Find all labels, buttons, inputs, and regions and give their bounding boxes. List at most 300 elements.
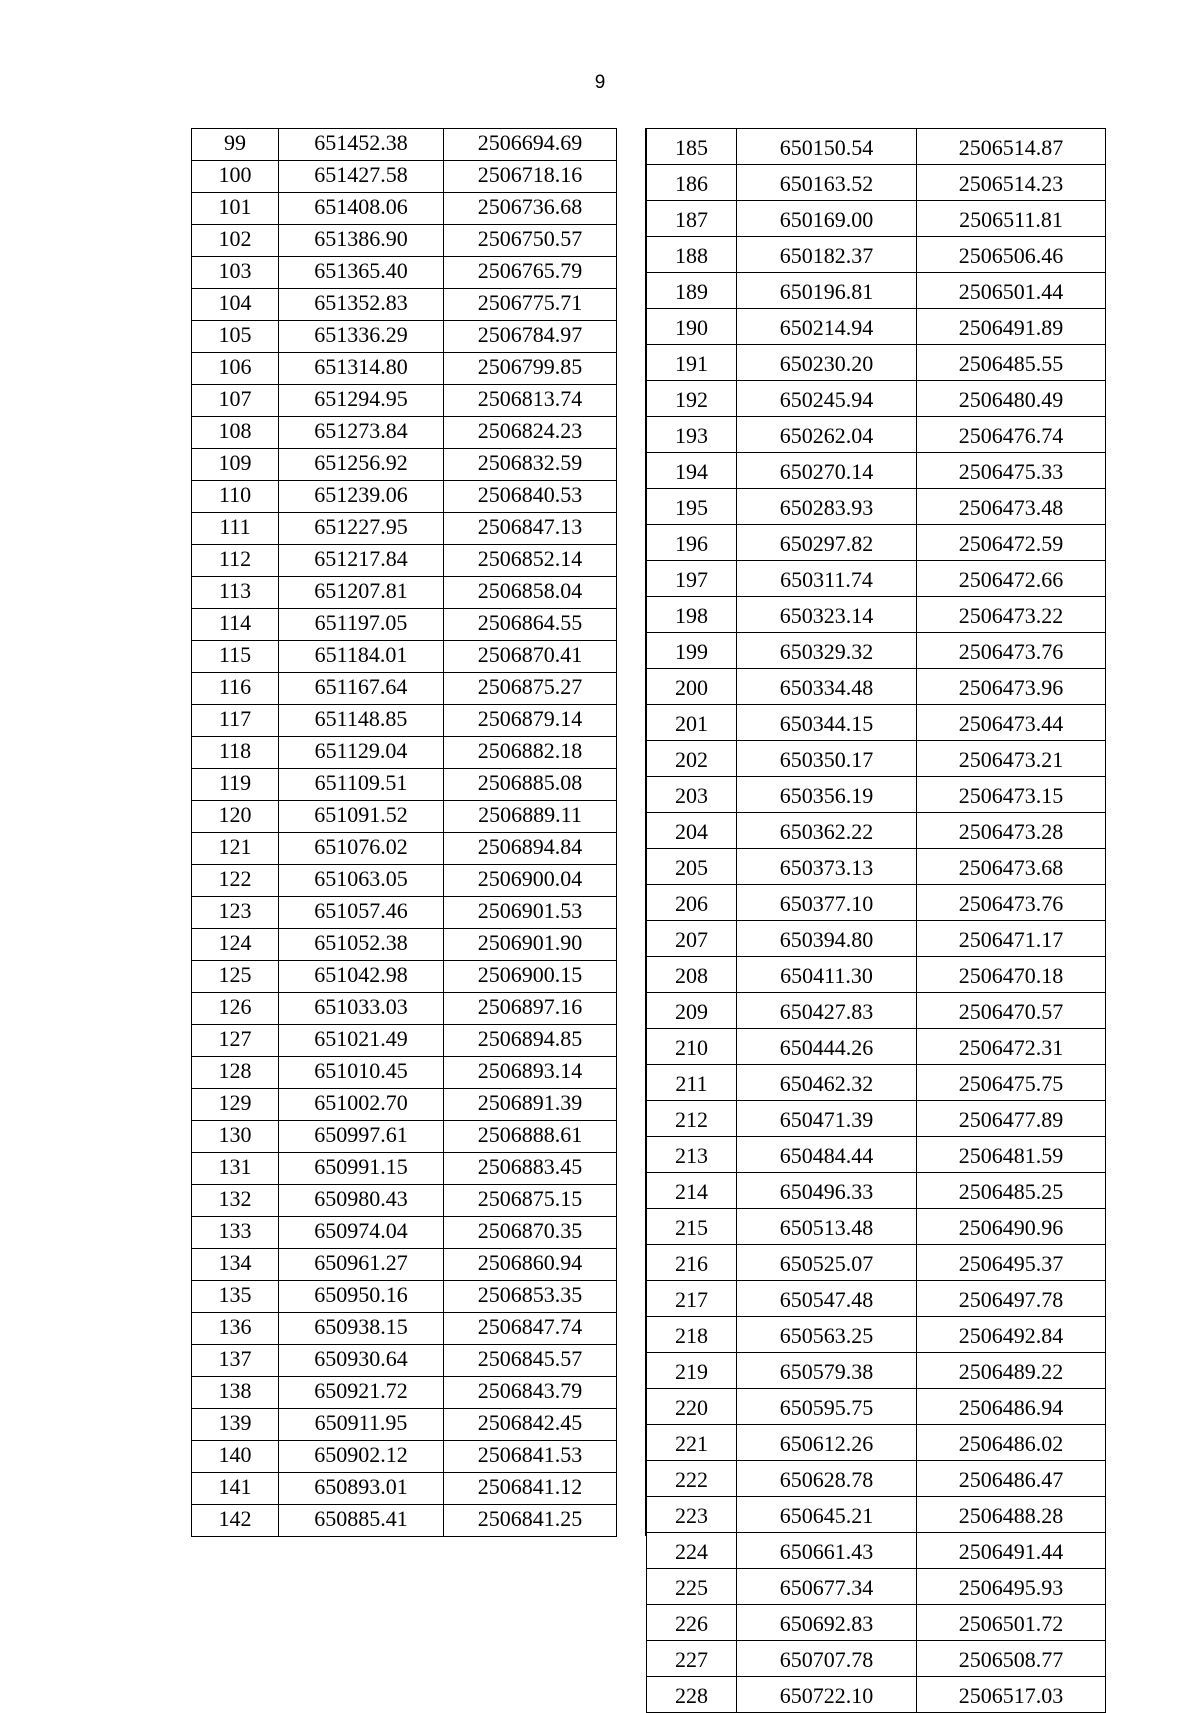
x-coordinate-cell: 650722.10 <box>737 1677 917 1713</box>
x-coordinate-cell: 650595.75 <box>737 1389 917 1425</box>
gap-cell <box>617 1152 646 1184</box>
x-coordinate-cell: 651184.01 <box>279 641 444 673</box>
x-coordinate-cell: 651002.70 <box>279 1089 444 1121</box>
x-coordinate-cell: 650911.95 <box>279 1409 444 1441</box>
table-row <box>192 1025 617 1057</box>
point-number-cell: 126 <box>192 993 279 1025</box>
y-coordinate-cell: 2506901.53 <box>444 897 617 929</box>
gap-cell <box>617 864 646 896</box>
gap-row <box>617 1472 646 1504</box>
point-number-cell: 119 <box>192 769 279 801</box>
table-row <box>647 1353 1106 1389</box>
table-row <box>647 669 1106 705</box>
x-coordinate-cell: 650707.78 <box>737 1641 917 1677</box>
y-coordinate-cell: 2506888.61 <box>444 1121 617 1153</box>
left-table-body <box>192 129 617 1537</box>
point-number-cell: 222 <box>647 1461 737 1497</box>
gap-row <box>617 256 646 288</box>
y-coordinate-cell: 2506488.28 <box>917 1497 1106 1533</box>
y-coordinate-cell: 2506514.87 <box>917 129 1106 165</box>
x-coordinate-cell: 650921.72 <box>279 1377 444 1409</box>
x-coordinate-cell: 650297.82 <box>737 525 917 561</box>
y-coordinate-cell: 2506860.94 <box>444 1249 617 1281</box>
table-row <box>647 741 1106 777</box>
table-row <box>647 705 1106 741</box>
y-coordinate-cell: 2506845.57 <box>444 1345 617 1377</box>
point-number-cell: 108 <box>192 417 279 449</box>
table-row <box>192 1249 617 1281</box>
y-coordinate-cell: 2506894.85 <box>444 1025 617 1057</box>
table-row <box>192 1121 617 1153</box>
gap-row <box>617 1280 646 1312</box>
table-row <box>647 273 1106 309</box>
point-number-cell: 107 <box>192 385 279 417</box>
x-coordinate-cell: 651197.05 <box>279 609 444 641</box>
y-coordinate-cell: 2506486.94 <box>917 1389 1106 1425</box>
point-number-cell: 103 <box>192 257 279 289</box>
table-row <box>192 1089 617 1121</box>
x-coordinate-cell: 651057.46 <box>279 897 444 929</box>
table-row <box>192 1281 617 1313</box>
x-coordinate-cell: 651336.29 <box>279 321 444 353</box>
y-coordinate-cell: 2506501.72 <box>917 1605 1106 1641</box>
y-coordinate-cell: 2506900.04 <box>444 865 617 897</box>
table-row <box>192 385 617 417</box>
point-number-cell: 218 <box>647 1317 737 1353</box>
x-coordinate-cell: 650394.80 <box>737 921 917 957</box>
table-row <box>192 705 617 737</box>
table-row <box>192 1153 617 1185</box>
gap-cell <box>617 352 646 384</box>
y-coordinate-cell: 2506475.75 <box>917 1065 1106 1101</box>
table-row <box>647 921 1106 957</box>
y-coordinate-cell: 2506506.46 <box>917 237 1106 273</box>
y-coordinate-cell: 2506870.35 <box>444 1217 617 1249</box>
gap-row <box>617 224 646 256</box>
table-row <box>192 961 617 993</box>
x-coordinate-cell: 651256.92 <box>279 449 444 481</box>
point-number-cell: 197 <box>647 561 737 597</box>
gap-row <box>617 896 646 928</box>
gap-body <box>617 128 646 1536</box>
y-coordinate-cell: 2506473.76 <box>917 885 1106 921</box>
table-row <box>647 1569 1106 1605</box>
gap-row <box>617 480 646 512</box>
x-coordinate-cell: 650950.16 <box>279 1281 444 1313</box>
y-coordinate-cell: 2506473.76 <box>917 633 1106 669</box>
x-coordinate-cell: 650692.83 <box>737 1605 917 1641</box>
y-coordinate-cell: 2506473.22 <box>917 597 1106 633</box>
table-row <box>647 633 1106 669</box>
table-row <box>192 1217 617 1249</box>
y-coordinate-cell: 2506486.47 <box>917 1461 1106 1497</box>
gap-row <box>617 1344 646 1376</box>
point-number-cell: 124 <box>192 929 279 961</box>
page-number: 9 <box>594 72 606 93</box>
point-number-cell: 128 <box>192 1057 279 1089</box>
gap-cell <box>617 1184 646 1216</box>
table-row <box>647 1029 1106 1065</box>
table-row <box>647 489 1106 525</box>
gap-row <box>617 768 646 800</box>
table-row <box>647 1425 1106 1461</box>
point-number-cell: 220 <box>647 1389 737 1425</box>
x-coordinate-cell: 650150.54 <box>737 129 917 165</box>
point-number-cell: 111 <box>192 513 279 545</box>
y-coordinate-cell: 2506900.15 <box>444 961 617 993</box>
y-coordinate-cell: 2506840.53 <box>444 481 617 513</box>
point-number-cell: 186 <box>647 165 737 201</box>
point-number-cell: 101 <box>192 193 279 225</box>
y-coordinate-cell: 2506853.35 <box>444 1281 617 1313</box>
point-number-cell: 214 <box>647 1173 737 1209</box>
x-coordinate-cell: 650496.33 <box>737 1173 917 1209</box>
gap-row <box>617 1216 646 1248</box>
x-coordinate-cell: 651129.04 <box>279 737 444 769</box>
table-row <box>192 769 617 801</box>
table-row <box>192 1441 617 1473</box>
point-number-cell: 113 <box>192 577 279 609</box>
y-coordinate-cell: 2506843.79 <box>444 1377 617 1409</box>
point-number-cell: 195 <box>647 489 737 525</box>
x-coordinate-cell: 651452.38 <box>279 129 444 161</box>
point-number-cell: 114 <box>192 609 279 641</box>
table-row <box>647 237 1106 273</box>
point-number-cell: 104 <box>192 289 279 321</box>
gap-cell <box>617 992 646 1024</box>
x-coordinate-cell: 650323.14 <box>737 597 917 633</box>
gap-cell <box>617 960 646 992</box>
y-coordinate-cell: 2506841.53 <box>444 1441 617 1473</box>
point-number-cell: 211 <box>647 1065 737 1101</box>
table-row <box>192 929 617 961</box>
table-row <box>647 1209 1106 1245</box>
gap-cell <box>617 896 646 928</box>
y-coordinate-cell: 2506736.68 <box>444 193 617 225</box>
y-coordinate-cell: 2506472.66 <box>917 561 1106 597</box>
point-number-cell: 140 <box>192 1441 279 1473</box>
y-coordinate-cell: 2506832.59 <box>444 449 617 481</box>
table-row <box>647 1317 1106 1353</box>
point-number-cell: 205 <box>647 849 737 885</box>
gap-row <box>617 1184 646 1216</box>
gap-row <box>617 1248 646 1280</box>
point-number-cell: 225 <box>647 1569 737 1605</box>
gap-row <box>617 704 646 736</box>
y-coordinate-cell: 2506473.15 <box>917 777 1106 813</box>
table-row <box>192 225 617 257</box>
table-row <box>647 1101 1106 1137</box>
point-number-cell: 189 <box>647 273 737 309</box>
x-coordinate-cell: 651148.85 <box>279 705 444 737</box>
gap-cell <box>617 160 646 192</box>
y-coordinate-cell: 2506901.90 <box>444 929 617 961</box>
y-coordinate-cell: 2506489.22 <box>917 1353 1106 1389</box>
point-number-cell: 208 <box>647 957 737 993</box>
x-coordinate-cell: 650484.44 <box>737 1137 917 1173</box>
gap-row <box>617 512 646 544</box>
x-coordinate-cell: 650270.14 <box>737 453 917 489</box>
point-number-cell: 123 <box>192 897 279 929</box>
point-number-cell: 213 <box>647 1137 737 1173</box>
y-coordinate-cell: 2506497.78 <box>917 1281 1106 1317</box>
y-coordinate-cell: 2506864.55 <box>444 609 617 641</box>
point-number-cell: 228 <box>647 1677 737 1713</box>
point-number-cell: 206 <box>647 885 737 921</box>
table-row <box>647 417 1106 453</box>
y-coordinate-cell: 2506775.71 <box>444 289 617 321</box>
table-row <box>647 1065 1106 1101</box>
point-number-cell: 215 <box>647 1209 737 1245</box>
y-coordinate-cell: 2506841.25 <box>444 1505 617 1537</box>
y-coordinate-cell: 2506481.59 <box>917 1137 1106 1173</box>
point-number-cell: 187 <box>647 201 737 237</box>
y-coordinate-cell: 2506841.12 <box>444 1473 617 1505</box>
point-number-cell: 106 <box>192 353 279 385</box>
gap-cell <box>617 192 646 224</box>
table-row <box>192 1505 617 1537</box>
table-row <box>647 993 1106 1029</box>
table-row <box>192 449 617 481</box>
y-coordinate-cell: 2506473.44 <box>917 705 1106 741</box>
x-coordinate-cell: 650427.83 <box>737 993 917 1029</box>
point-number-cell: 204 <box>647 813 737 849</box>
table-row <box>647 1533 1106 1569</box>
y-coordinate-cell: 2506470.18 <box>917 957 1106 993</box>
x-coordinate-cell: 650444.26 <box>737 1029 917 1065</box>
point-number-cell: 224 <box>647 1533 737 1569</box>
table-row <box>647 1677 1106 1713</box>
table-row <box>647 129 1106 165</box>
x-coordinate-cell: 650377.10 <box>737 885 917 921</box>
y-coordinate-cell: 2506471.17 <box>917 921 1106 957</box>
table-row <box>192 1185 617 1217</box>
gap-cell <box>617 1216 646 1248</box>
y-coordinate-cell: 2506784.97 <box>444 321 617 353</box>
y-coordinate-cell: 2506879.14 <box>444 705 617 737</box>
table-row <box>647 1245 1106 1281</box>
y-coordinate-cell: 2506490.96 <box>917 1209 1106 1245</box>
y-coordinate-cell: 2506813.74 <box>444 385 617 417</box>
gap-row <box>617 288 646 320</box>
y-coordinate-cell: 2506847.13 <box>444 513 617 545</box>
gap-row <box>617 320 646 352</box>
y-coordinate-cell: 2506885.08 <box>444 769 617 801</box>
x-coordinate-cell: 651042.98 <box>279 961 444 993</box>
x-coordinate-cell: 650563.25 <box>737 1317 917 1353</box>
y-coordinate-cell: 2506847.74 <box>444 1313 617 1345</box>
table-row <box>647 849 1106 885</box>
point-number-cell: 223 <box>647 1497 737 1533</box>
point-number-cell: 100 <box>192 161 279 193</box>
point-number-cell: 115 <box>192 641 279 673</box>
table-row <box>192 993 617 1025</box>
gap-cell <box>617 1248 646 1280</box>
gap-cell <box>617 480 646 512</box>
point-number-cell: 212 <box>647 1101 737 1137</box>
x-coordinate-cell: 650645.21 <box>737 1497 917 1533</box>
x-coordinate-cell: 650885.41 <box>279 1505 444 1537</box>
point-number-cell: 120 <box>192 801 279 833</box>
x-coordinate-cell: 650525.07 <box>737 1245 917 1281</box>
table-row <box>647 1497 1106 1533</box>
table-row <box>192 513 617 545</box>
x-coordinate-cell: 651010.45 <box>279 1057 444 1089</box>
point-number-cell: 209 <box>647 993 737 1029</box>
point-number-cell: 207 <box>647 921 737 957</box>
point-number-cell: 199 <box>647 633 737 669</box>
gap-cell <box>617 1440 646 1472</box>
table-row <box>647 165 1106 201</box>
y-coordinate-cell: 2506517.03 <box>917 1677 1106 1713</box>
gap-row <box>617 1376 646 1408</box>
y-coordinate-cell: 2506477.89 <box>917 1101 1106 1137</box>
table-row <box>647 561 1106 597</box>
gap-cell <box>617 1376 646 1408</box>
gap-cell <box>617 704 646 736</box>
gap-cell <box>617 1024 646 1056</box>
gap-cell <box>617 416 646 448</box>
point-number-cell: 129 <box>192 1089 279 1121</box>
x-coordinate-cell: 650356.19 <box>737 777 917 813</box>
point-number-cell: 202 <box>647 741 737 777</box>
x-coordinate-cell: 650893.01 <box>279 1473 444 1505</box>
gap-cell <box>617 1344 646 1376</box>
table-row <box>192 609 617 641</box>
table-row <box>192 417 617 449</box>
point-number-cell: 112 <box>192 545 279 577</box>
table-row <box>647 525 1106 561</box>
point-number-cell: 102 <box>192 225 279 257</box>
x-coordinate-cell: 650182.37 <box>737 237 917 273</box>
y-coordinate-cell: 2506718.16 <box>444 161 617 193</box>
gap-cell <box>617 800 646 832</box>
x-coordinate-cell: 650245.94 <box>737 381 917 417</box>
y-coordinate-cell: 2506486.02 <box>917 1425 1106 1461</box>
x-coordinate-cell: 651052.38 <box>279 929 444 961</box>
x-coordinate-cell: 651167.64 <box>279 673 444 705</box>
point-number-cell: 132 <box>192 1185 279 1217</box>
y-coordinate-cell: 2506473.28 <box>917 813 1106 849</box>
point-number-cell: 130 <box>192 1121 279 1153</box>
point-number-cell: 221 <box>647 1425 737 1461</box>
x-coordinate-cell: 650628.78 <box>737 1461 917 1497</box>
point-number-cell: 135 <box>192 1281 279 1313</box>
gap-row <box>617 864 646 896</box>
table-row <box>192 1057 617 1089</box>
point-number-cell: 194 <box>647 453 737 489</box>
table-row <box>647 1389 1106 1425</box>
y-coordinate-cell: 2506475.33 <box>917 453 1106 489</box>
y-coordinate-cell: 2506824.23 <box>444 417 617 449</box>
table-row <box>647 777 1106 813</box>
x-coordinate-cell: 650661.43 <box>737 1533 917 1569</box>
table-row <box>647 885 1106 921</box>
gap-cell <box>617 1312 646 1344</box>
gap-row <box>617 1408 646 1440</box>
x-coordinate-cell: 651408.06 <box>279 193 444 225</box>
gap-row <box>617 992 646 1024</box>
y-coordinate-cell: 2506765.79 <box>444 257 617 289</box>
x-coordinate-cell: 651427.58 <box>279 161 444 193</box>
x-coordinate-cell: 651063.05 <box>279 865 444 897</box>
gap-row <box>617 1024 646 1056</box>
point-number-cell: 118 <box>192 737 279 769</box>
x-coordinate-cell: 650513.48 <box>737 1209 917 1245</box>
x-coordinate-cell: 650214.94 <box>737 309 917 345</box>
gap-row <box>617 1312 646 1344</box>
gap-row <box>617 160 646 192</box>
point-number-cell: 105 <box>192 321 279 353</box>
y-coordinate-cell: 2506858.04 <box>444 577 617 609</box>
gap-row <box>617 960 646 992</box>
gap-cell <box>617 608 646 640</box>
x-coordinate-cell: 651091.52 <box>279 801 444 833</box>
x-coordinate-cell: 651365.40 <box>279 257 444 289</box>
gap-row <box>617 416 646 448</box>
table-row <box>192 481 617 513</box>
point-number-cell: 191 <box>647 345 737 381</box>
x-coordinate-cell: 650547.48 <box>737 1281 917 1317</box>
y-coordinate-cell: 2506473.21 <box>917 741 1106 777</box>
point-number-cell: 216 <box>647 1245 737 1281</box>
y-coordinate-cell: 2506511.81 <box>917 201 1106 237</box>
point-number-cell: 219 <box>647 1353 737 1389</box>
point-number-cell: 109 <box>192 449 279 481</box>
table-row <box>192 257 617 289</box>
point-number-cell: 127 <box>192 1025 279 1057</box>
point-number-cell: 139 <box>192 1409 279 1441</box>
y-coordinate-cell: 2506842.45 <box>444 1409 617 1441</box>
point-number-cell: 110 <box>192 481 279 513</box>
y-coordinate-cell: 2506870.41 <box>444 641 617 673</box>
gap-row <box>617 576 646 608</box>
x-coordinate-cell: 650997.61 <box>279 1121 444 1153</box>
table-row <box>647 1461 1106 1497</box>
gap-row <box>617 928 646 960</box>
y-coordinate-cell: 2506852.14 <box>444 545 617 577</box>
x-coordinate-cell: 650196.81 <box>737 273 917 309</box>
point-number-cell: 142 <box>192 1505 279 1537</box>
gap-cell <box>617 640 646 672</box>
point-number-cell: 201 <box>647 705 737 741</box>
point-number-cell: 122 <box>192 865 279 897</box>
y-coordinate-cell: 2506891.39 <box>444 1089 617 1121</box>
point-number-cell: 134 <box>192 1249 279 1281</box>
point-number-cell: 136 <box>192 1313 279 1345</box>
y-coordinate-cell: 2506508.77 <box>917 1641 1106 1677</box>
point-number-cell: 192 <box>647 381 737 417</box>
gap-row <box>617 384 646 416</box>
gap-cell <box>617 768 646 800</box>
gap-row <box>617 352 646 384</box>
x-coordinate-cell: 650974.04 <box>279 1217 444 1249</box>
table-row <box>647 1605 1106 1641</box>
point-number-cell: 200 <box>647 669 737 705</box>
y-coordinate-cell: 2506894.84 <box>444 833 617 865</box>
table-row <box>192 641 617 673</box>
right-table-body <box>647 129 1106 1713</box>
point-number-cell: 99 <box>192 129 279 161</box>
y-coordinate-cell: 2506491.89 <box>917 309 1106 345</box>
y-coordinate-cell: 2506480.49 <box>917 381 1106 417</box>
table-row <box>192 833 617 865</box>
gap-cell <box>617 384 646 416</box>
x-coordinate-cell: 651227.95 <box>279 513 444 545</box>
y-coordinate-cell: 2506893.14 <box>444 1057 617 1089</box>
gap-cell <box>617 288 646 320</box>
x-coordinate-cell: 650262.04 <box>737 417 917 453</box>
